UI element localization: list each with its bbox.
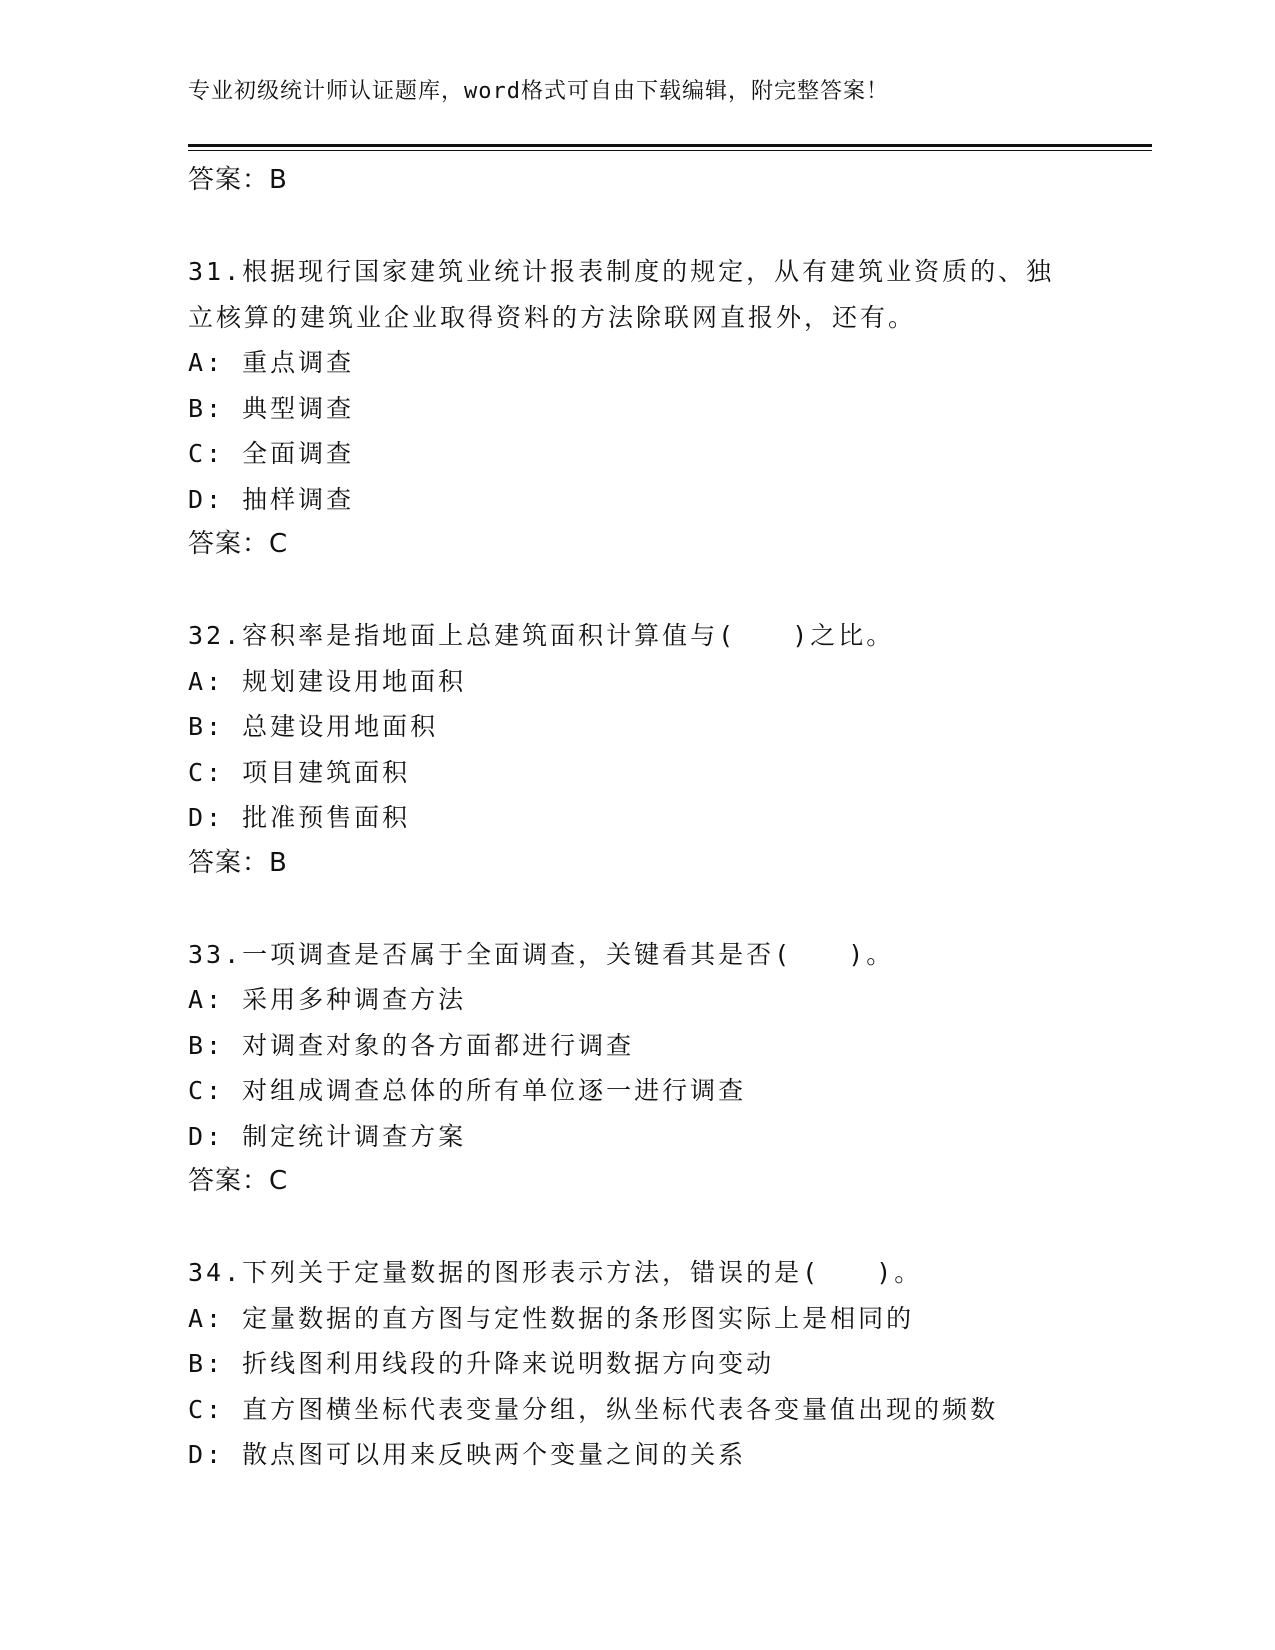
- answer-line: 答案：C: [188, 529, 289, 559]
- question-block: [188, 1250, 1088, 1478]
- answer-line: 答案：B: [188, 165, 288, 195]
- option-c: C: 直方图横坐标代表变量分组，纵坐标代表各变量值出现的频数: [188, 1394, 999, 1424]
- option-b: B: 对调查对象的各方面都进行调查: [188, 1030, 635, 1060]
- question-stem: 32.容积率是指地面上总建筑面积计算值与( )之比。: [188, 621, 895, 650]
- spacer: [188, 1205, 1088, 1251]
- header-rule: [188, 144, 1152, 147]
- answer-line: 答案：C: [188, 1166, 289, 1196]
- question-stem: 立核算的建筑业企业取得资料的方法除联网直报外，还有。: [188, 302, 917, 332]
- option-a: A: 重点调查: [188, 348, 355, 377]
- option-a: A: 定量数据的直方图与定性数据的条形图实际上是相同的: [188, 1303, 915, 1333]
- option-c: C: 项目建筑面积: [188, 757, 411, 787]
- option-a: A: 采用多种调查方法: [188, 985, 467, 1014]
- option-d: D: 散点图可以用来反映两个变量之间的关系: [188, 1440, 747, 1469]
- option-d: D: 抽样调查: [188, 484, 355, 514]
- question-block: [188, 249, 1088, 568]
- question-block: [188, 932, 1088, 1205]
- question-content: [188, 158, 1088, 1478]
- option-a: A: 规划建设用地面积: [188, 666, 467, 696]
- question-stem: 33.一项调查是否属于全面调查，关键看其是否( )。: [188, 939, 895, 969]
- question-stem: 31.根据现行国家建筑业统计报表制度的规定，从有建筑业资质的、独: [188, 257, 1055, 286]
- page-header: 专业初级统计师认证题库，word格式可自由下载编辑，附完整答案！: [188, 79, 889, 104]
- option-b: B: 典型调查: [188, 393, 355, 423]
- spacer: [188, 568, 1088, 614]
- answer-line: 答案：B: [188, 847, 288, 878]
- option-d: D: 批准预售面积: [188, 803, 411, 832]
- question-block: [188, 613, 1088, 886]
- question-stem: 34.下列关于定量数据的图形表示方法，错误的是( )。: [188, 1258, 923, 1287]
- option-b: B: 折线图利用线段的升降来说明数据方向变动: [188, 1349, 775, 1378]
- option-c: C: 对组成调查总体的所有单位逐一进行调查: [188, 1076, 747, 1105]
- option-c: C: 全面调查: [188, 439, 355, 468]
- header-rule-thin: [188, 150, 1152, 151]
- option-d: D: 制定统计调查方案: [188, 1121, 467, 1151]
- spacer: [188, 886, 1088, 932]
- spacer: [188, 204, 1088, 250]
- option-b: B: 总建设用地面积: [188, 712, 439, 741]
